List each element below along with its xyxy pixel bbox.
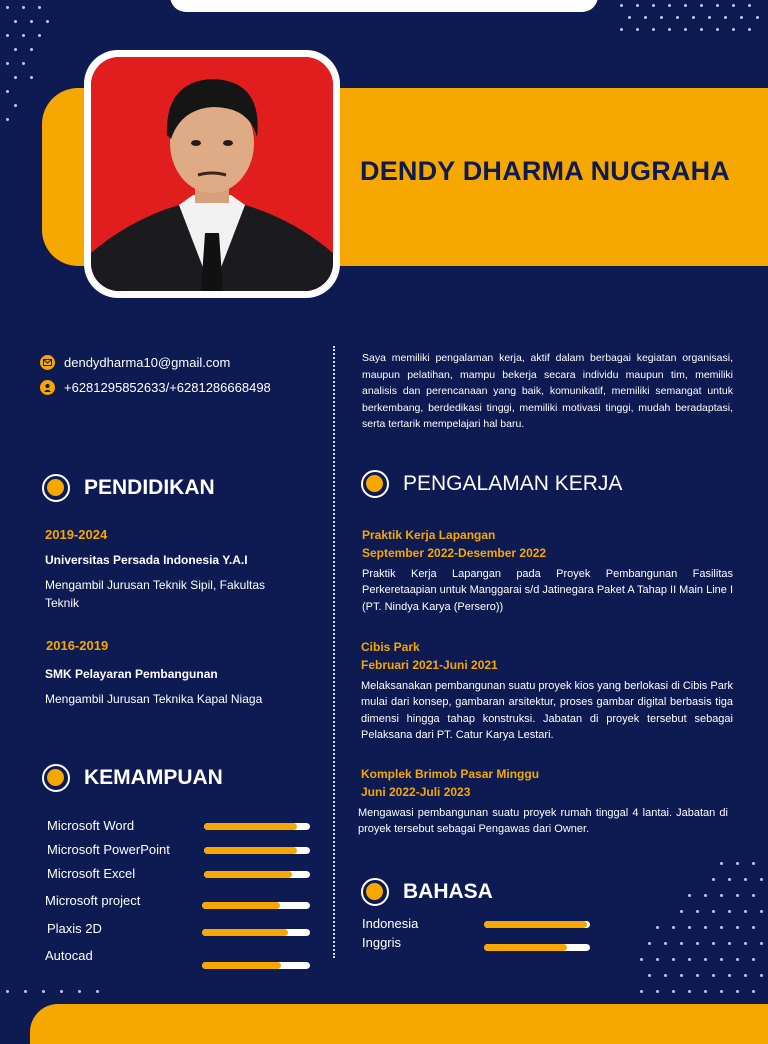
- decor-dot: [704, 958, 707, 961]
- decor-dot: [720, 894, 723, 897]
- edu-1-school: Universitas Persada Indonesia Y.A.I: [45, 553, 248, 567]
- decor-dot: [688, 926, 691, 929]
- job-1: [362, 526, 546, 562]
- decor-dot: [6, 34, 9, 37]
- job-3-period: Juni 2022-Juli 2023: [361, 785, 471, 799]
- decor-dot: [648, 974, 651, 977]
- decor-dot: [760, 974, 763, 977]
- decor-dot: [736, 894, 739, 897]
- decor-dot: [688, 958, 691, 961]
- decor-dot: [656, 958, 659, 961]
- language-label: Inggris: [362, 935, 402, 950]
- section-bullet-icon: [361, 878, 389, 906]
- decor-dot: [728, 974, 731, 977]
- decor-dot: [728, 942, 731, 945]
- skill-label: Microsoft Excel: [47, 866, 136, 881]
- edu-2-years: 2016-2019: [46, 638, 109, 653]
- decor-dot: [704, 894, 707, 897]
- decor-dot: [712, 910, 715, 913]
- skill-label: Plaxis 2D: [47, 921, 102, 936]
- decor-dot: [732, 4, 735, 7]
- decor-dot: [30, 48, 33, 51]
- email-text: dendydharma10@gmail.com: [64, 355, 231, 370]
- profile-photo: [91, 57, 333, 291]
- decor-dot: [744, 910, 747, 913]
- language-title: BAHASA: [403, 880, 493, 903]
- decor-dot: [22, 34, 25, 37]
- decor-dot: [680, 974, 683, 977]
- skill-bar-fill: [204, 847, 297, 854]
- email-row: [40, 355, 230, 370]
- decor-dot: [736, 926, 739, 929]
- decor-dot: [736, 862, 739, 865]
- decor-dot: [680, 942, 683, 945]
- decor-dot: [688, 990, 691, 993]
- decor-dot: [672, 958, 675, 961]
- decor-dot: [760, 910, 763, 913]
- about-text: Saya memiliki pengalaman kerja, aktif dalam berbagai kegiatan organisasi, maupun pelatihan, mampu bekerja secara individu maupun tim, memiliki analisis dan perencanaan yang baik, komunikatif, memiliki semangat untuk berkembang, berdedikasi tinggi, memiliki motivasi tinggi, mudah beradaptasi, serta tertarik mempelajari hal baru.: [362, 352, 733, 431]
- decor-dot: [652, 4, 655, 7]
- decor-dot: [14, 104, 17, 107]
- decor-dot: [712, 974, 715, 977]
- decor-dot: [22, 62, 25, 65]
- language-bar: [484, 944, 590, 951]
- experience-title: PENGALAMAN KERJA: [403, 472, 623, 495]
- decor-dot: [736, 958, 739, 961]
- decor-dot: [660, 16, 663, 19]
- decor-dot: [744, 878, 747, 881]
- skill-bar-fill: [202, 902, 280, 909]
- decor-dot: [664, 974, 667, 977]
- decor-dot: [636, 28, 639, 31]
- skills-header: [42, 764, 223, 792]
- decor-dot: [6, 990, 9, 993]
- decor-dot: [708, 16, 711, 19]
- decor-dot: [676, 16, 679, 19]
- decor-dot: [720, 990, 723, 993]
- decor-dot: [652, 28, 655, 31]
- decor-dot: [752, 894, 755, 897]
- skill-bar: [202, 962, 310, 969]
- bottom-accent-bar: [30, 1004, 768, 1044]
- language-bar-fill: [484, 944, 567, 951]
- decor-dot: [6, 6, 9, 9]
- decor-dot: [748, 28, 751, 31]
- decor-dot: [720, 862, 723, 865]
- job-2-period: Februari 2021-Juni 2021: [361, 658, 498, 672]
- decor-dot: [740, 16, 743, 19]
- user-icon: [40, 380, 55, 395]
- skill-label: Microsoft Word: [47, 818, 135, 833]
- language-label: Indonesia: [362, 916, 419, 931]
- decor-dot: [748, 4, 751, 7]
- section-bullet-icon: [42, 474, 70, 502]
- decor-dot: [640, 990, 643, 993]
- decor-dot: [78, 990, 81, 993]
- decor-dot: [744, 974, 747, 977]
- edu-2-desc: Mengambil Jurusan Teknika Kapal Niaga: [45, 692, 263, 706]
- job-3-company: Komplek Brimob Pasar Minggu: [361, 767, 540, 781]
- decor-dot: [14, 76, 17, 79]
- decor-dot: [732, 28, 735, 31]
- job-1-company: Praktik Kerja Lapangan: [362, 528, 496, 542]
- skill-bar: [204, 823, 310, 830]
- job-2-company: Cibis Park: [361, 640, 420, 654]
- full-name: DENDY DHARMA NUGRAHA: [360, 156, 731, 186]
- decor-dot: [60, 990, 63, 993]
- language-bar: [484, 921, 590, 928]
- decor-dot: [6, 118, 9, 121]
- decor-dot: [700, 28, 703, 31]
- decor-dot: [760, 942, 763, 945]
- section-bullet-icon: [42, 764, 70, 792]
- decor-dot: [720, 926, 723, 929]
- decor-dot: [684, 4, 687, 7]
- decor-dot: [96, 990, 99, 993]
- decor-dot: [700, 4, 703, 7]
- decor-dot: [704, 990, 707, 993]
- decor-dot: [22, 6, 25, 9]
- skill-bar-fill: [202, 929, 288, 936]
- decor-dot: [728, 878, 731, 881]
- skill-bar-fill: [202, 962, 281, 969]
- skill-bar: [204, 871, 310, 878]
- decor-dot: [38, 6, 41, 9]
- job-1-period: September 2022-Desember 2022: [362, 546, 547, 560]
- education-title: PENDIDIKAN: [84, 476, 215, 499]
- job-2: [361, 638, 498, 674]
- job-3-desc: Mengawasi pembangunan suatu proyek rumah tinggal 4 lantai. Jabatan di proyek tersebut sebagai Pengawas dari Owner.: [358, 807, 728, 836]
- decor-dot: [656, 990, 659, 993]
- decor-dot: [684, 28, 687, 31]
- skill-bar: [204, 847, 310, 854]
- decor-dot: [744, 942, 747, 945]
- decor-dot: [752, 990, 755, 993]
- education-header: [42, 474, 215, 502]
- decor-dot: [688, 894, 691, 897]
- job-2-desc: Melaksanakan pembangunan suatu proyek kios yang berlokasi di Cibis Park mulai dari konsep, gambaran arsitektur, proses gambar digital berbasis tiga dimensi hingga tahap konstruksi. Jabatan di proyek tersebut sebagai Pelaksana dari PT. Catur Karya Lestari.: [361, 680, 733, 742]
- decor-dot: [668, 28, 671, 31]
- decor-dot: [752, 926, 755, 929]
- experience-header: [361, 470, 622, 498]
- decor-dot: [6, 90, 9, 93]
- decor-dot: [644, 16, 647, 19]
- decor-dot: [696, 942, 699, 945]
- decor-dot: [696, 974, 699, 977]
- decor-dot: [760, 878, 763, 881]
- skill-label: Microsoft project: [45, 893, 141, 908]
- phone-row: [40, 380, 271, 395]
- decor-dot: [720, 958, 723, 961]
- decor-dot: [728, 910, 731, 913]
- decor-dot: [724, 16, 727, 19]
- edu-2-school: SMK Pelayaran Pembangunan: [45, 667, 218, 681]
- decor-dot: [14, 48, 17, 51]
- decor-dot: [716, 4, 719, 7]
- decor-dot: [668, 4, 671, 7]
- skill-bar-fill: [204, 871, 292, 878]
- mail-icon: [40, 355, 55, 370]
- decor-dot: [620, 4, 623, 7]
- column-divider: [333, 346, 335, 958]
- skill-label: Microsoft PowerPoint: [47, 842, 170, 857]
- decor-dot: [736, 990, 739, 993]
- decor-dot: [752, 958, 755, 961]
- decor-dot: [14, 20, 17, 23]
- decor-dot: [664, 942, 667, 945]
- skills-title: KEMAMPUAN: [84, 766, 223, 789]
- decor-dot: [680, 910, 683, 913]
- decor-dot: [696, 910, 699, 913]
- decor-dot: [640, 958, 643, 961]
- decor-dot: [656, 926, 659, 929]
- edu-1-desc: Mengambil Jurusan Teknik Sipil, Fakultas Teknik: [45, 578, 265, 610]
- decor-dot: [30, 76, 33, 79]
- section-bullet-icon: [361, 470, 389, 498]
- skill-bar-fill: [204, 823, 297, 830]
- phone-text: +6281295852633/+6281286668498: [64, 380, 271, 395]
- decor-dot: [6, 62, 9, 65]
- decor-dot: [30, 20, 33, 23]
- decor-dot: [636, 4, 639, 7]
- decor-dot: [42, 990, 45, 993]
- decor-dot: [672, 926, 675, 929]
- skill-label: Autocad: [45, 948, 93, 963]
- edu-1-years: 2019-2024: [45, 527, 108, 542]
- decor-dot: [24, 990, 27, 993]
- language-bar-fill: [484, 921, 587, 928]
- top-decor-tab: [170, 0, 598, 12]
- decor-dot: [716, 28, 719, 31]
- decor-dot: [620, 28, 623, 31]
- decor-dot: [712, 942, 715, 945]
- job-1-desc: Praktik Kerja Lapangan pada Proyek Pembangunan Fasilitas Perkeretaapian untuk Manggarai s/d Jatinegara Paket A Tahap II Main Line I (PT. Nindya Karya (Persero)): [362, 568, 733, 613]
- decor-dot: [692, 16, 695, 19]
- decor-dot: [752, 862, 755, 865]
- decor-dot: [38, 34, 41, 37]
- skill-bar: [202, 929, 310, 936]
- decor-dot: [648, 942, 651, 945]
- decor-dot: [672, 990, 675, 993]
- decor-dot: [756, 16, 759, 19]
- job-3: [361, 765, 539, 801]
- decor-dot: [628, 16, 631, 19]
- decor-dot: [712, 878, 715, 881]
- skill-bar: [202, 902, 310, 909]
- decor-dot: [46, 20, 49, 23]
- language-header: [361, 878, 493, 906]
- decor-dot: [704, 926, 707, 929]
